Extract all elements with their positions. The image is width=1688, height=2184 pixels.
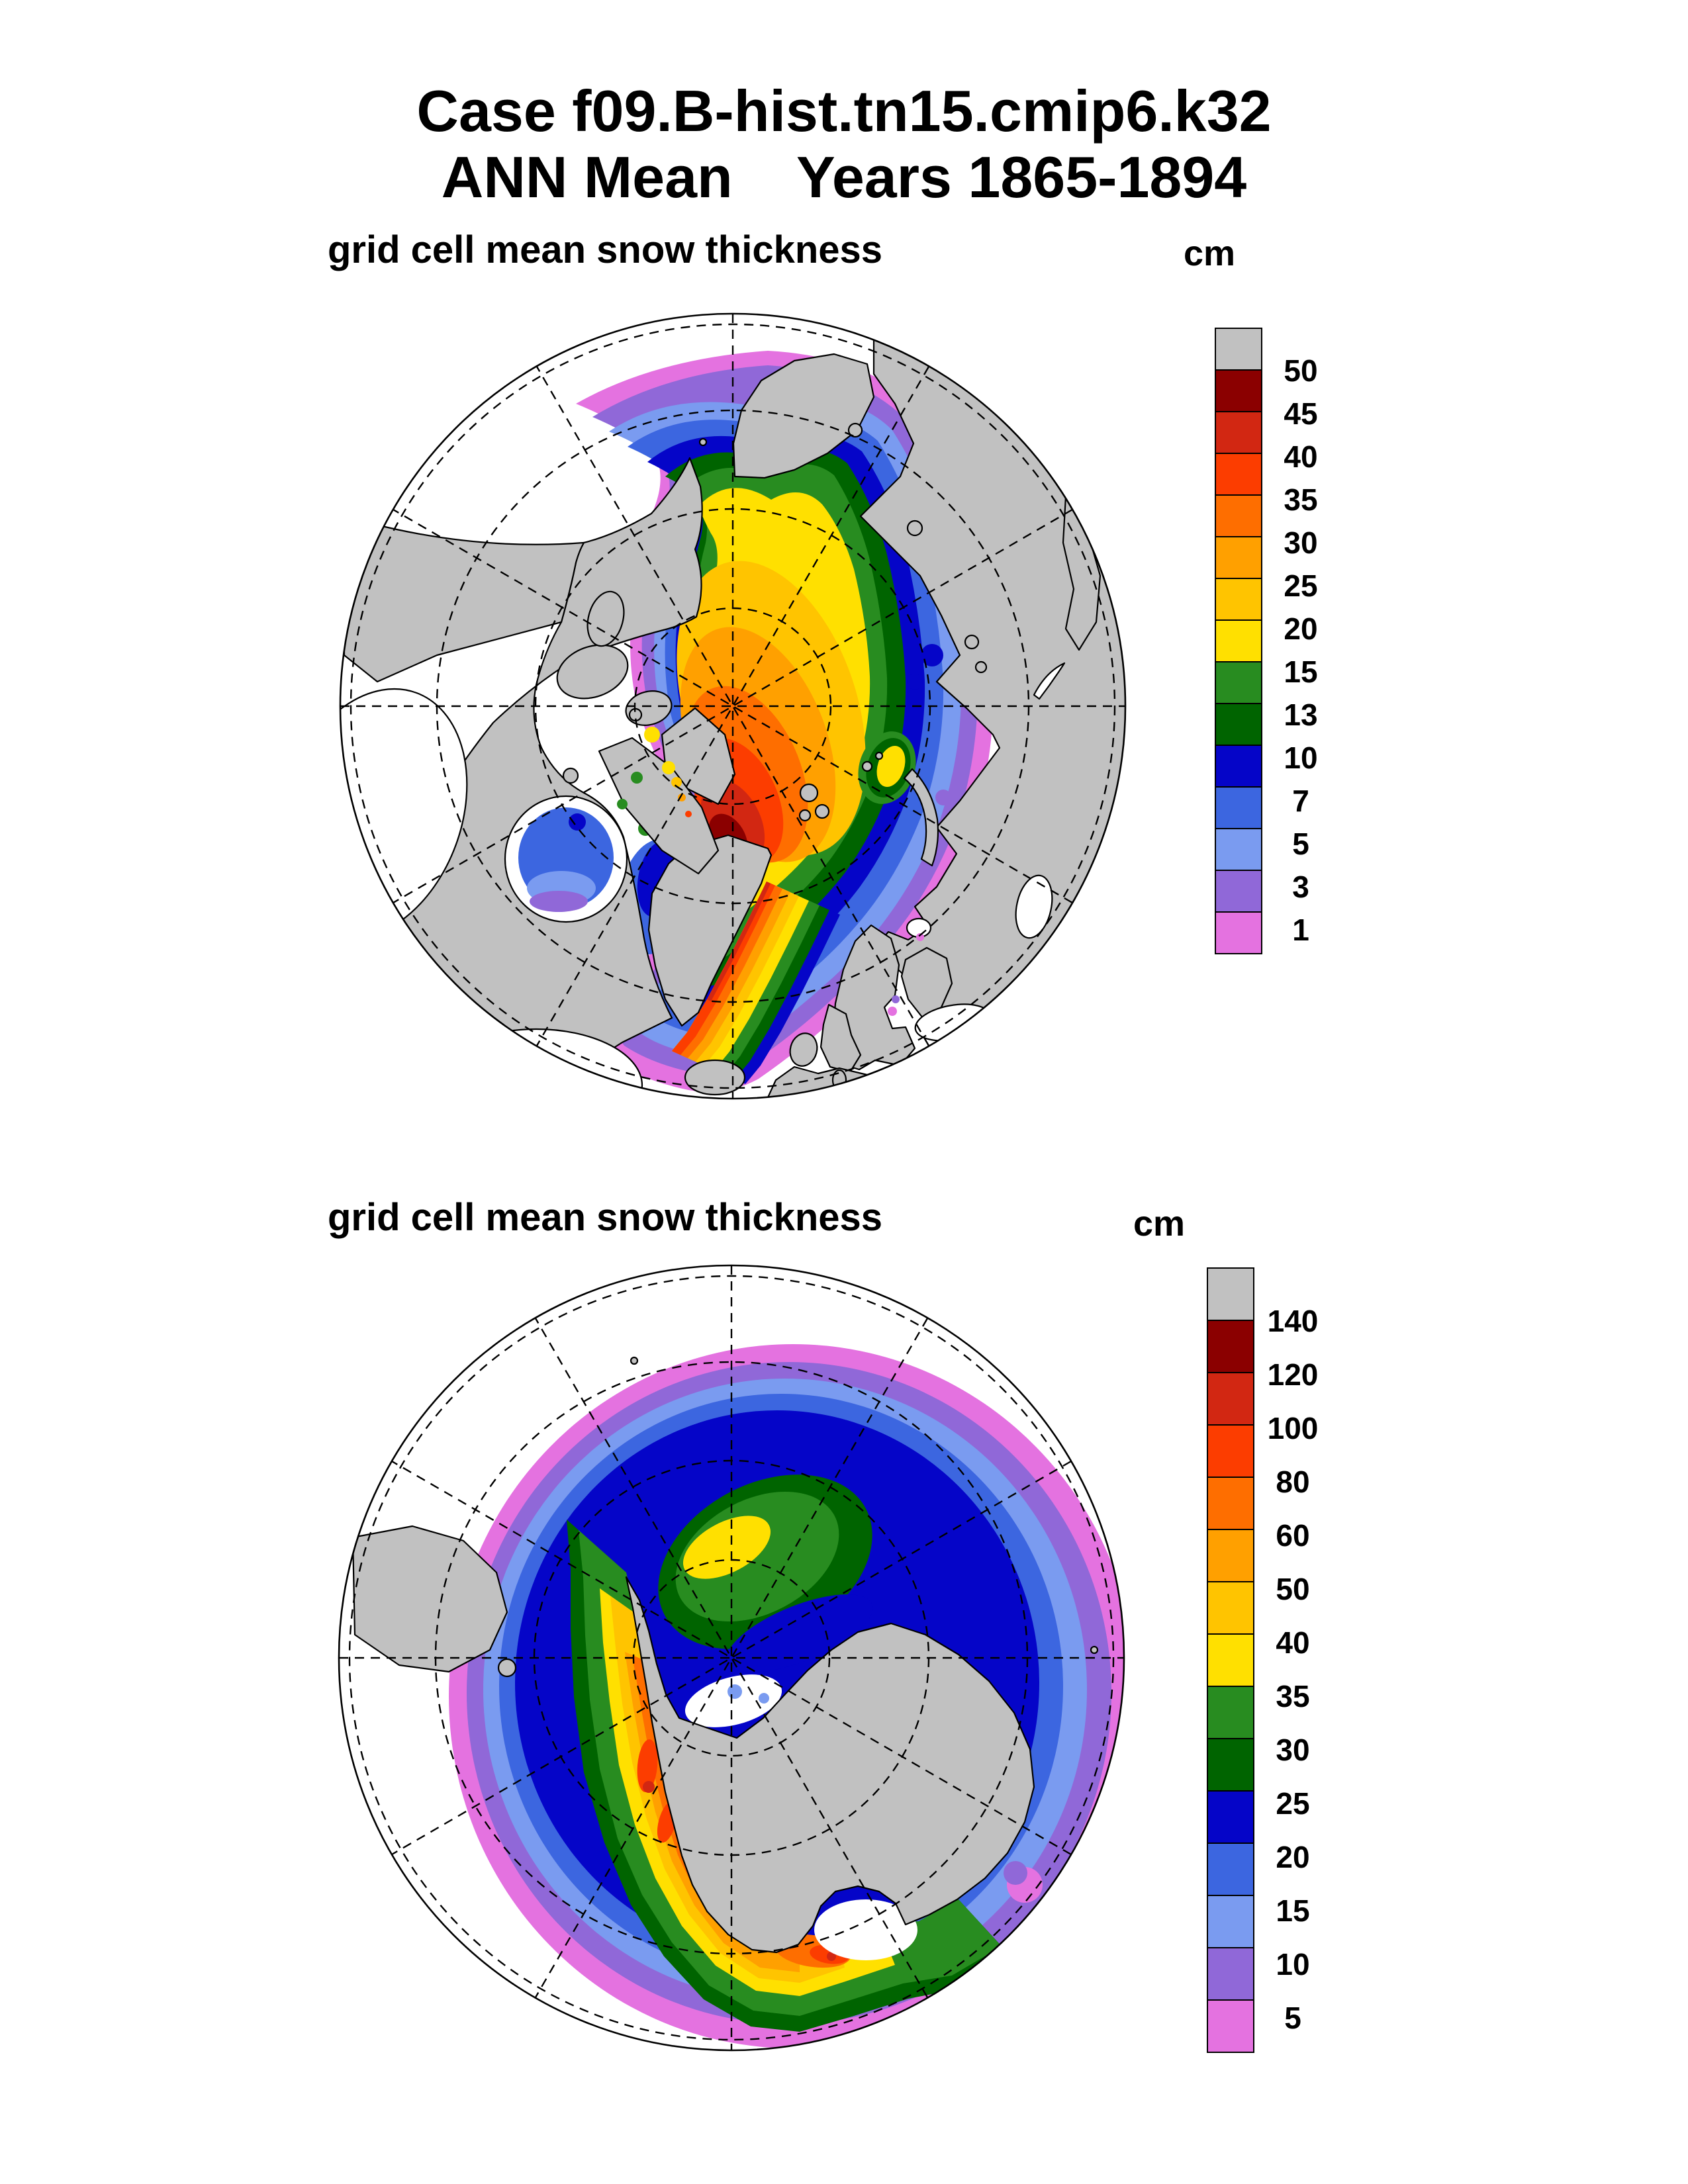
colorbar-tick-label: 25 <box>1284 569 1318 603</box>
colorbar-cell-gray <box>1207 1267 1254 1321</box>
colorbar-tick-label: 35 <box>1276 1679 1310 1713</box>
colorbar-tick-label: 10 <box>1276 1947 1310 1981</box>
subtitle-south-map: grid cell mean snow thickness <box>328 1196 883 1239</box>
severnaya-zemlya-2 <box>976 662 986 672</box>
colorbar-cell-orangered <box>1207 1424 1254 1478</box>
denmark <box>833 1070 846 1090</box>
colorbar-tick-label: 40 <box>1276 1625 1310 1660</box>
colorbar-tick-label: 7 <box>1292 784 1309 818</box>
colorbar-north <box>1215 329 1262 954</box>
colorbar-cell-magenta <box>1215 911 1262 954</box>
colorbar-cell-yellow <box>1215 619 1262 662</box>
colorbar-cell-purple <box>1215 870 1262 913</box>
colorbar-tick-label: 20 <box>1284 612 1318 646</box>
colorbar-cell-gold <box>1215 578 1262 621</box>
svalbard-1 <box>800 784 818 801</box>
units-label-north: cm <box>1184 234 1236 273</box>
colorbar-tick-label: 45 <box>1284 396 1318 431</box>
colorbar-cell-red <box>1207 1372 1254 1426</box>
new-siberian-islands <box>908 521 922 535</box>
europe-mainland <box>761 1067 1092 1101</box>
colorbar-cell-gray <box>1215 328 1262 371</box>
colorbar-tick-label: 80 <box>1276 1465 1310 1499</box>
colorbar-tick-label: 15 <box>1284 655 1318 689</box>
colorbar-cell-amber <box>1207 1529 1254 1582</box>
colorbar-tick-label: 50 <box>1276 1572 1310 1606</box>
colorbar-cell-lightblue <box>1215 828 1262 871</box>
colorbar-tick-label: 10 <box>1284 741 1318 775</box>
iceland <box>685 1060 745 1095</box>
colorbar-tick-label: 30 <box>1284 525 1318 560</box>
colorbar-tick-label: 25 <box>1276 1786 1310 1821</box>
southampton-island <box>563 768 578 783</box>
colorbar-cell-yellow <box>1207 1633 1254 1687</box>
severnaya-zemlya-1 <box>965 635 978 649</box>
colorbar-cell-darkred <box>1215 369 1262 412</box>
colorbar-tick-label: 5 <box>1292 827 1309 861</box>
colorbar-cell-darkgreen <box>1207 1738 1254 1792</box>
new-zealand-speck <box>947 2050 955 2053</box>
colorbar-south-labels <box>1261 1269 1325 2073</box>
colorbar-tick-label: 35 <box>1284 482 1318 517</box>
diomede-island <box>700 439 706 445</box>
colorbar-cell-darkgreen <box>1215 703 1262 746</box>
colorbar-tick-label: 140 <box>1267 1304 1319 1338</box>
colorbar-tick-label: 120 <box>1267 1357 1319 1392</box>
units-label-south: cm <box>1133 1204 1186 1244</box>
colorbar-tick-label: 13 <box>1284 698 1318 732</box>
colorbar-cell-orangered <box>1215 453 1262 496</box>
colorbar-cell-darkblue <box>1207 1790 1254 1844</box>
colorbar-tick-label: 50 <box>1284 353 1318 388</box>
colorbar-tick-label: 100 <box>1267 1411 1319 1445</box>
colorbar-cell-red <box>1215 411 1262 454</box>
colorbar-tick-label: 20 <box>1276 1840 1310 1874</box>
south-polar-map <box>336 1263 1127 2053</box>
svalbard-3 <box>800 810 810 821</box>
subtitle-north-map: grid cell mean snow thickness <box>328 228 883 271</box>
colorbar-cell-amber <box>1215 536 1262 579</box>
svalbard-2 <box>816 805 829 818</box>
south-georgia <box>631 1357 637 1364</box>
colorbar-cell-blue <box>1215 786 1262 829</box>
franz-josef-land-1 <box>863 762 872 771</box>
tierra-del-fuego <box>498 1659 516 1676</box>
colorbar-tick-label: 3 <box>1292 870 1309 904</box>
figure-title <box>0 78 1688 211</box>
new-zealand-south <box>921 2036 943 2053</box>
colorbar-cell-orange <box>1215 494 1262 537</box>
colorbar-tick-label: 40 <box>1284 439 1318 474</box>
colorbar-tick-label: 15 <box>1276 1893 1310 1928</box>
colorbar-tick-label: 1 <box>1292 913 1309 947</box>
colorbar-cell-purple <box>1207 1947 1254 2001</box>
colorbar-tick-label: 30 <box>1276 1733 1310 1767</box>
colorbar-cell-lightblue <box>1207 1895 1254 1948</box>
title-line-mean-years: ANN Mean Years 1865-1894 <box>441 144 1247 210</box>
colorbar-north-labels <box>1269 329 1333 974</box>
colorbar-cell-magenta <box>1207 1999 1254 2053</box>
colorbar-cell-darkred <box>1207 1320 1254 1373</box>
colorbar-cell-orange <box>1207 1477 1254 1530</box>
colorbar-cell-green <box>1215 661 1262 704</box>
colorbar-cell-blue <box>1207 1843 1254 1896</box>
franz-josef-land-2 <box>876 752 882 759</box>
island-speck-east <box>1091 1647 1098 1653</box>
colorbar-cell-gold <box>1207 1581 1254 1635</box>
colorbar-cell-green <box>1207 1686 1254 1739</box>
colorbar-tick-label: 5 <box>1284 2001 1301 2035</box>
colorbar-cell-darkblue <box>1215 745 1262 788</box>
colorbar-south <box>1207 1269 1254 2053</box>
north-polar-map <box>338 311 1128 1101</box>
title-line-case: Case f09.B-hist.tn15.cmip6.k32 <box>416 78 1272 144</box>
colorbar-tick-label: 60 <box>1276 1518 1310 1553</box>
